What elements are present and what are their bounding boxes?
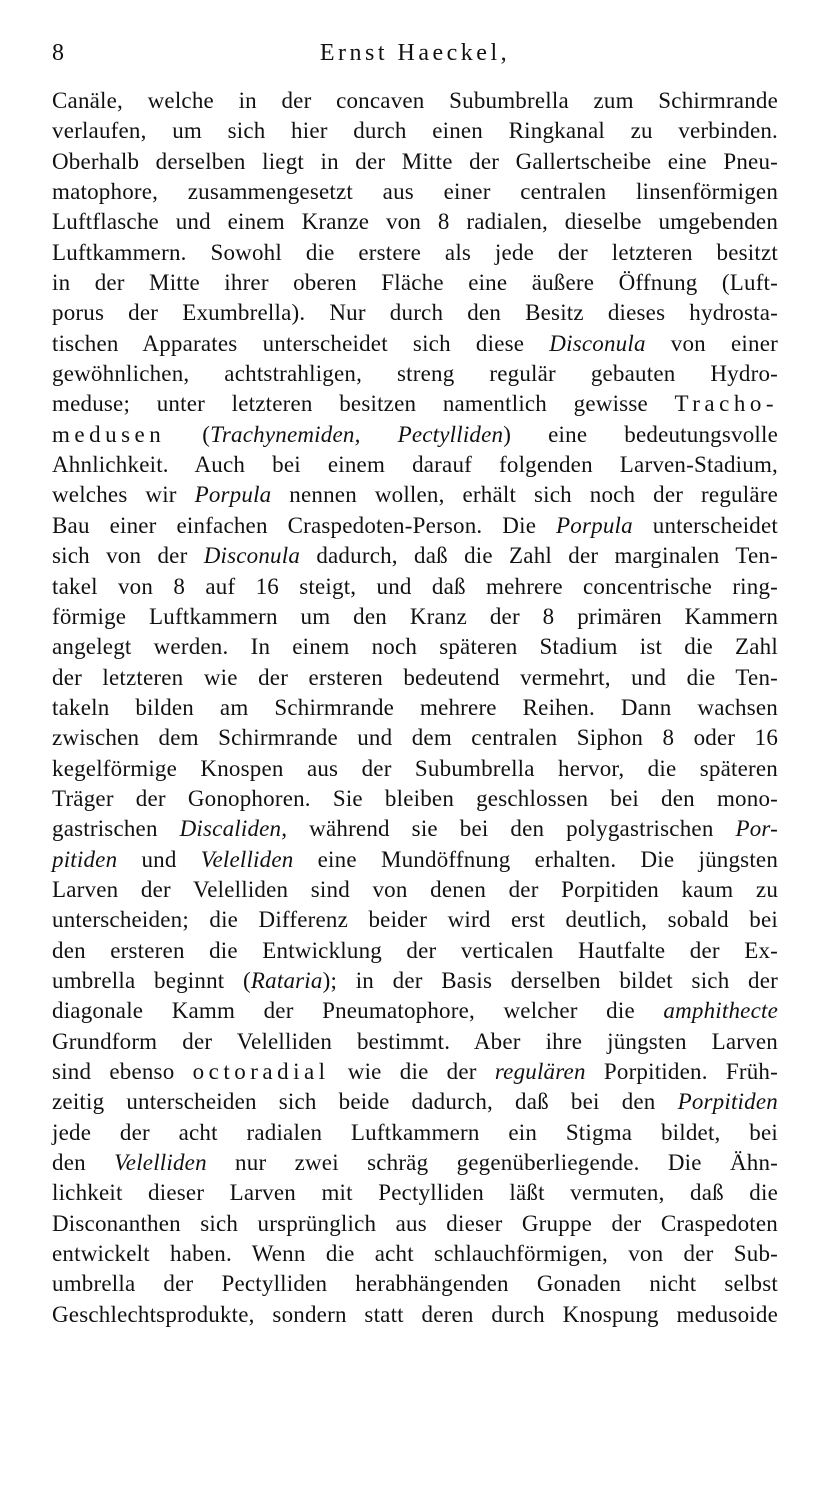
text-line: [52, 298, 778, 328]
text-line: [52, 116, 778, 146]
text-run: Canäle, welche in der concaven Subumbrella zum Schirmrande: [52, 88, 779, 113]
text-line: [52, 663, 778, 693]
text-run: sind ebenso: [52, 1059, 193, 1084]
spaced-term: Tracho-: [674, 391, 779, 417]
text-run: welches wir: [52, 482, 195, 508]
text-run: in der Mitte ihrer oberen Fläche eine äußere Öffnung (Luft-: [52, 270, 779, 296]
text-run: lichkeit dieser Larven mit Pectylliden läßt vermuten, daß die: [52, 1180, 779, 1206]
text-run: matophore, zusammengesetzt aus einer centralen linsenförmigen: [52, 179, 779, 205]
text-line: [52, 238, 778, 268]
text-run: nur zwei schräg gegenüberliegende. Die Ähn-: [206, 1150, 779, 1176]
italic-term: Porpula: [194, 482, 272, 508]
text-line: [52, 329, 778, 359]
text-line: [52, 1300, 778, 1330]
text-run: den ersteren die Entwicklung der verticalen Hautfalte der Ex-: [52, 937, 779, 963]
body-text: [52, 86, 778, 1330]
text-run: (: [165, 421, 211, 447]
text-run: wie die der: [329, 1059, 495, 1084]
text-run: Disconanthen sich ursprünglich aus dieser Gruppe der Craspedoten: [52, 1210, 779, 1236]
text-run: der letzteren wie der ersteren bedeutend vermehrt, und die Ten-: [52, 664, 779, 690]
text-run: Luftkammern. Sowohl die erstere als jede der letzteren besitzt: [52, 239, 778, 265]
text-run: förmige Luftkammern um den Kranz der 8 primären Kammern: [52, 603, 779, 629]
text-run: umbrella beginnt (: [52, 967, 251, 993]
text-line: [52, 1178, 778, 1208]
text-run: zwischen dem Schirmrande und dem centralen Siphon 8 oder 16: [52, 725, 779, 751]
spaced-term: octoradial: [192, 1059, 330, 1084]
text-line: [52, 389, 778, 419]
text-line: [52, 875, 778, 905]
text-line: [52, 86, 778, 116]
text-line: [52, 511, 778, 541]
text-line: [52, 359, 778, 389]
text-line: [52, 1148, 778, 1178]
italic-term: Porpitiden: [677, 1089, 778, 1115]
text-line: [52, 480, 778, 510]
text-run: sich von der: [52, 543, 204, 569]
text-run: Porpitiden. Früh-: [585, 1059, 778, 1084]
italic-term: Discaliden,: [179, 816, 288, 842]
text-run: nennen wollen, erhält sich noch der reguläre: [271, 482, 778, 508]
text-run: verlaufen, um sich hier durch einen Ringkanal zu verbinden.: [52, 118, 778, 144]
text-run: gewöhnlichen, achtstrahligen, streng regulär gebauten Hydro-: [52, 361, 778, 387]
running-head: Ernst Haeckel,: [319, 40, 511, 66]
text-run: diagonale Kamm der Pneumatophore, welcher die: [52, 998, 664, 1024]
text-run: dadurch, daß die Zahl der marginalen Ten-: [300, 543, 778, 569]
text-run: porus der Exumbrella). Nur durch den Besitz dieses hydrosta-: [52, 300, 778, 326]
italic-term: regulären: [494, 1059, 586, 1084]
text-run: kegelförmige Knospen aus der Subumbrella hervor, die späteren: [52, 755, 778, 781]
italic-term: amphithecte: [663, 998, 778, 1024]
page-header: [52, 38, 778, 68]
text-line: [52, 693, 778, 723]
text-line: [52, 1057, 778, 1087]
text-run: Bau einer einfachen Craspedoten-Person. Die: [52, 512, 557, 538]
italic-term: pitiden: [52, 846, 118, 872]
text-line: [52, 996, 778, 1026]
text-line: [52, 268, 778, 298]
text-run: ); in der Basis derselben bildet sich der: [322, 967, 779, 993]
text-run: von einer: [645, 330, 778, 356]
text-run: unterscheidet: [632, 512, 778, 538]
text-line: [52, 177, 778, 207]
text-run: Oberhalb derselben liegt in der Mitte der Gallertscheibe eine Pneu-: [52, 148, 779, 174]
italic-term: Disconula: [549, 330, 646, 356]
text-run: Geschlechtsprodukte, sondern statt deren durch Knospung medusoide: [52, 1301, 778, 1327]
text-line: [52, 1239, 778, 1269]
text-line: [52, 1269, 778, 1299]
text-run: Ahnlichkeit. Auch bei einem darauf folgenden Larven-Stadium,: [52, 452, 779, 478]
text-line: [52, 541, 778, 571]
text-run: umbrella der Pectylliden herabhängenden Gonaden nicht selbst: [52, 1271, 778, 1297]
text-line: [52, 420, 778, 450]
text-run: angelegt werden. In einem noch späteren Stadium ist die Zahl: [52, 634, 778, 660]
text-line: [52, 1027, 778, 1057]
text-run: zeitig unterscheiden sich beide dadurch, daß bei den: [52, 1089, 678, 1115]
text-run: während sie bei den polygastrischen: [287, 816, 736, 842]
text-run: unterscheiden; die Differenz beider wird erst deutlich, sobald bei: [52, 907, 778, 933]
italic-term: Por-: [735, 816, 778, 842]
text-run: und: [117, 846, 201, 872]
text-line: [52, 936, 778, 966]
text-run: Grundform der Velelliden bestimmt. Aber ihre jüngsten Larven: [52, 1028, 778, 1054]
text-run: meduse; unter letzteren besitzen namentlich gewisse: [52, 391, 675, 417]
text-run: takeln bilden am Schirmrande mehrere Reihen. Dann wachsen: [52, 694, 778, 720]
text-line: [52, 784, 778, 814]
text-run: den: [52, 1150, 115, 1176]
text-run: Larven der Velelliden sind von denen der Porpitiden kaum zu: [52, 876, 779, 902]
text-line: [52, 754, 778, 784]
text-line: [52, 845, 778, 875]
text-run: Träger der Gonophoren. Sie bleiben geschlossen bei den mono-: [52, 785, 779, 811]
italic-term: Velelliden: [200, 846, 294, 872]
text-line: [52, 723, 778, 753]
text-line: [52, 814, 778, 844]
italic-term: Trachynemiden, Pectylliden: [210, 421, 504, 447]
text-line: [52, 1087, 778, 1117]
italic-term: Rataria: [250, 967, 323, 993]
text-line: [52, 450, 778, 480]
text-line: [52, 602, 778, 632]
text-run: gastrischen: [52, 816, 180, 842]
text-run: Luftflasche und einem Kranze von 8 radialen, dieselbe umgebenden: [52, 209, 779, 235]
text-line: [52, 147, 778, 177]
text-run: eine Mundöffnung erhalten. Die jüngsten: [293, 846, 779, 872]
text-line: [52, 207, 778, 237]
text-line: [52, 966, 778, 996]
text-line: [52, 1209, 778, 1239]
text-line: [52, 1118, 778, 1148]
text-run: ) eine bedeutungsvolle: [503, 421, 779, 447]
text-run: entwickelt haben. Wenn die acht schlauchförmigen, von der Sub-: [52, 1241, 779, 1267]
text-run: jede der acht radialen Luftkammern ein Stigma bildet, bei: [52, 1119, 778, 1145]
text-line: [52, 572, 778, 602]
text-line: [52, 905, 778, 935]
text-line: [52, 632, 778, 662]
italic-term: Velelliden: [114, 1150, 207, 1176]
page-number: 8: [52, 40, 64, 66]
text-run: takel von 8 auf 16 steigt, und daß mehrere concentrische ring-: [52, 573, 779, 599]
text-run: tischen Apparates unterscheidet sich diese: [52, 330, 550, 356]
italic-term: Disconula: [203, 543, 301, 569]
spaced-term: medusen: [52, 421, 166, 447]
italic-term: Porpula: [556, 512, 633, 538]
